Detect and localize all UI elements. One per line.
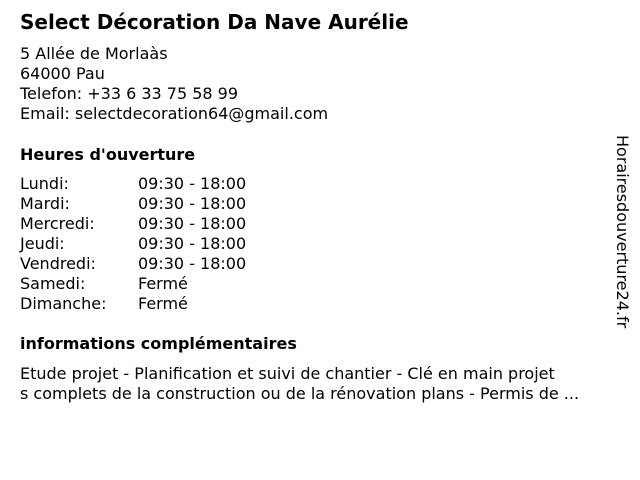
day-hours: 09:30 - 18:00 xyxy=(138,194,247,213)
day-hours: 09:30 - 18:00 xyxy=(138,214,247,233)
day-label: Jeudi: xyxy=(20,234,65,253)
site-watermark: Horairesdouverture24.fr xyxy=(613,135,632,329)
description-line: Etude projet - Planification et suivi de chantier - Clé en main projet xyxy=(20,364,555,383)
opening-hours-heading: Heures d'ouverture xyxy=(20,145,196,164)
street-address: 5 Allée de Morlaàs xyxy=(20,44,168,63)
day-label: Lundi: xyxy=(20,174,69,193)
day-hours: Fermé xyxy=(138,294,188,313)
additional-info-heading: informations complémentaires xyxy=(20,334,297,353)
email-address: Email: selectdecoration64@gmail.com xyxy=(20,104,329,123)
day-hours: Fermé xyxy=(138,274,188,293)
city-postal: 64000 Pau xyxy=(20,64,105,83)
phone-number: Telefon: +33 6 33 75 58 99 xyxy=(20,84,239,103)
day-label: Samedi: xyxy=(20,274,86,293)
day-label: Mercredi: xyxy=(20,214,95,233)
day-hours: 09:30 - 18:00 xyxy=(138,174,247,193)
contact-block xyxy=(20,44,328,124)
additional-info-text xyxy=(20,364,632,404)
description-line: s complets de la construction ou de la rénovation plans - Permis de ... xyxy=(20,384,580,403)
day-label: Mardi: xyxy=(20,194,70,213)
day-hours: 09:30 - 18:00 xyxy=(138,234,247,253)
business-name: Select Décoration Da Nave Aurélie xyxy=(20,10,409,34)
day-hours: 09:30 - 18:00 xyxy=(138,254,247,273)
day-label: Vendredi: xyxy=(20,254,96,273)
day-label: Dimanche: xyxy=(20,294,107,313)
